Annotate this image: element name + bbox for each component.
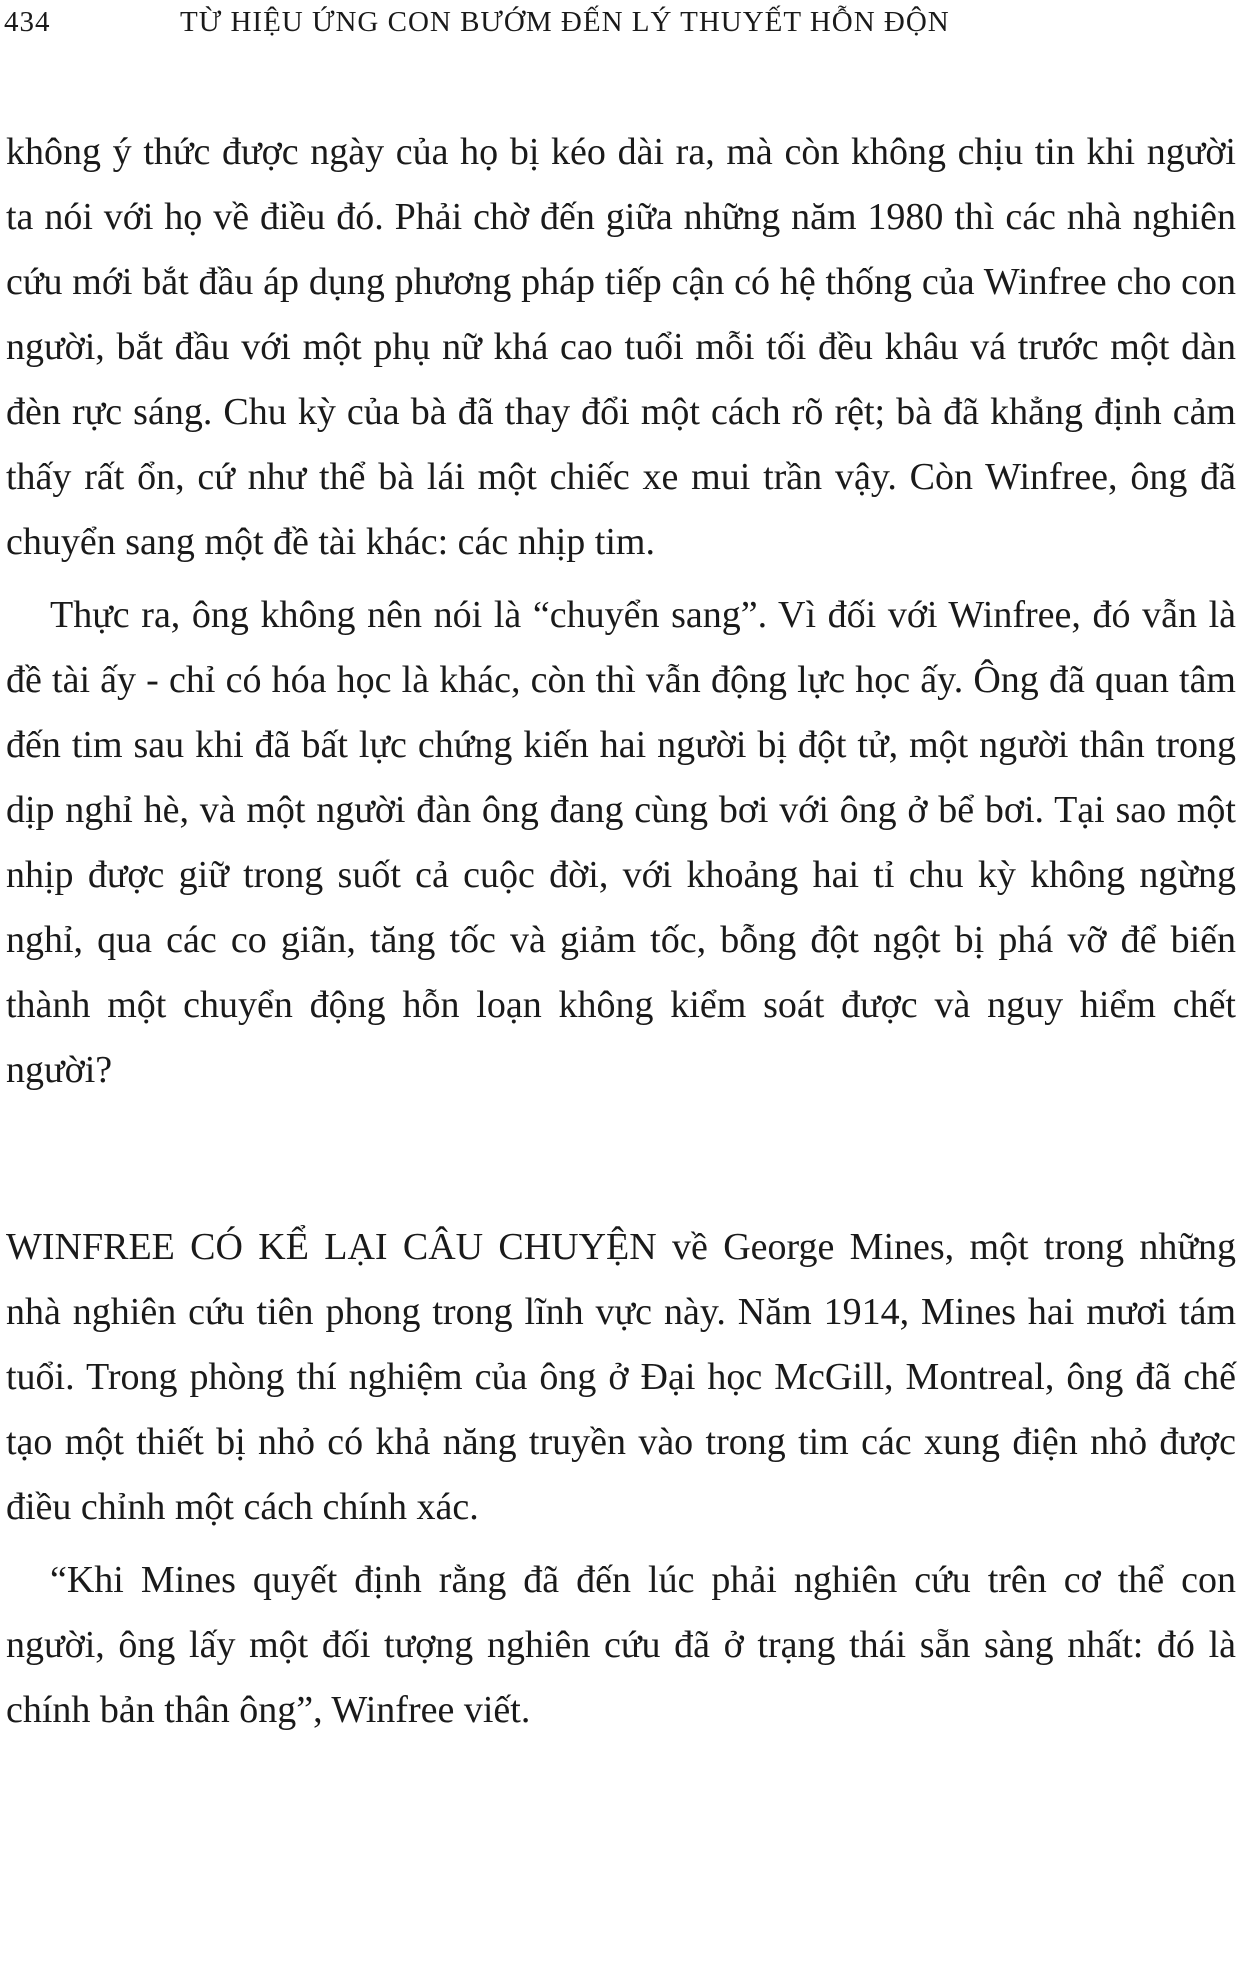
body-text [6, 120, 1236, 1743]
paragraph-4: “Khi Mines quyết định rằng đã đến lúc phải nghiên cứu trên cơ thể con người, ông lấy một đối tượng nghiên cứu đã ở trạng thái sẵn sàng nhất: đó là chính bản thân ông”, Winfree viết. [6, 1559, 1236, 1731]
section-break [6, 1103, 1236, 1215]
page-number: 434 [4, 6, 51, 38]
book-title: TỪ HIỆU ỨNG CON BƯỚM ĐẾN LÝ THUYẾT HỖN ĐỘN [180, 6, 950, 38]
paragraph-1: không ý thức được ngày của họ bị kéo dài ra, mà còn không chịu tin khi người ta nói với họ về điều đó. Phải chờ đến giữa những năm 1980 thì các nhà nghiên cứu mới bắt đầu áp dụng phương pháp tiếp cận có hệ thống của Winfree cho con người, bắt đầu với một phụ nữ khá cao tuổi mỗi tối đều khâu vá trước một dàn đèn rực sáng. Chu kỳ của bà đã thay đổi một cách rõ rệt; bà đã khẳng định cảm thấy rất ổn, cứ như thể bà lái một chiếc xe mui trần vậy. Còn Winfree, ông đã chuyển sang một đề tài khác: các nhịp tim. [6, 131, 1236, 563]
running-head [4, 6, 1228, 46]
paragraph-3: WINFREE CÓ KỂ LẠI CÂU CHUYỆN về George Mines, một trong những nhà nghiên cứu tiên phong trong lĩnh vực này. Năm 1914, Mines hai mươi tám tuổi. Trong phòng thí nghiệm của ông ở Đại học McGill, Montreal, ông đã chế tạo một thiết bị nhỏ có khả năng truyền vào trong tim các xung điện nhỏ được điều chỉnh một cách chính xác. [6, 1226, 1236, 1528]
paragraph-2: Thực ra, ông không nên nói là “chuyển sang”. Vì đối với Winfree, đó vẫn là đề tài ấy - chỉ có hóa học là khác, còn thì vẫn động lực học ấy. Ông đã quan tâm đến tim sau khi đã bất lực chứng kiến hai người bị đột tử, một người thân trong dịp nghỉ hè, và một người đàn ông đang cùng bơi với ông ở bể bơi. Tại sao một nhịp được giữ trong suốt cả cuộc đời, với khoảng hai tỉ chu kỳ không ngừng nghỉ, qua các co giãn, tăng tốc và giảm tốc, bỗng đột ngột bị phá vỡ để biến thành một chuyển động hỗn loạn không kiểm soát được và nguy hiểm chết người? [6, 594, 1236, 1091]
